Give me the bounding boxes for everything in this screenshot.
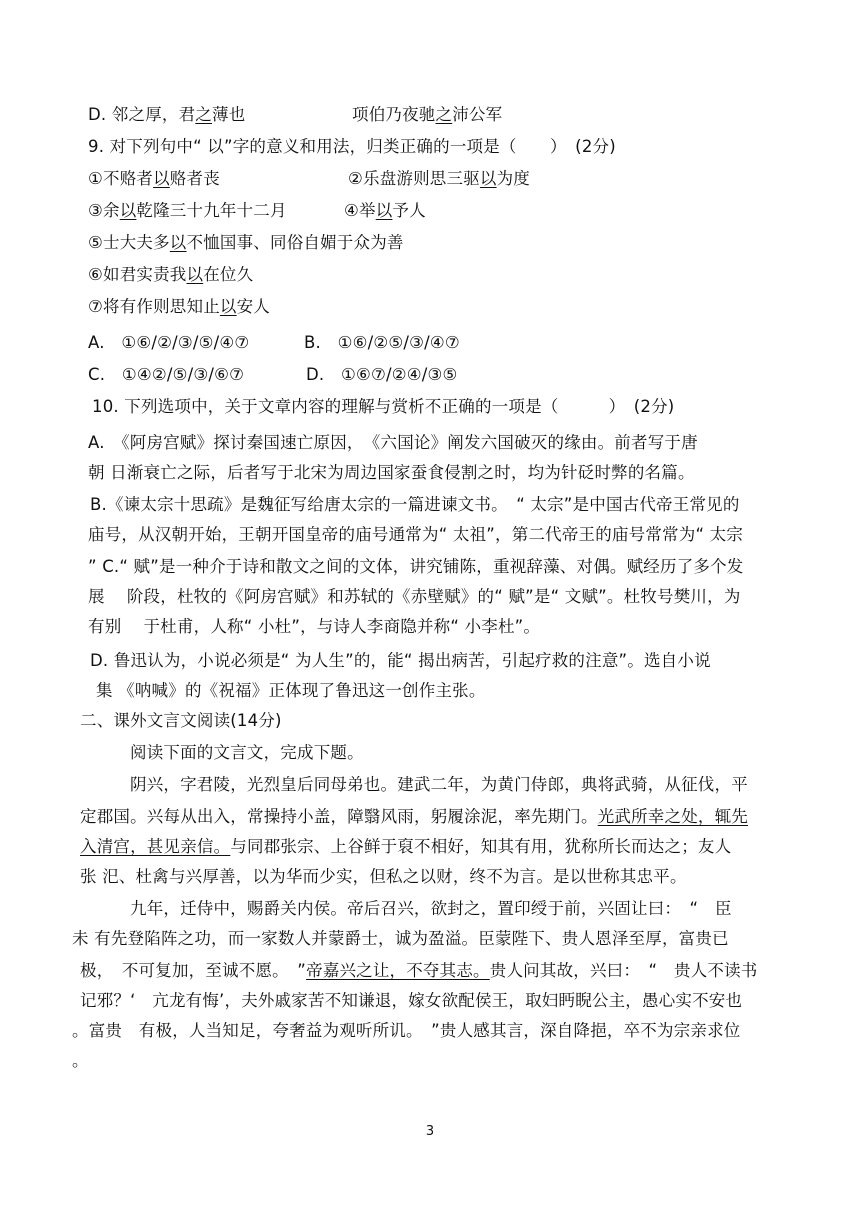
q10-stem: 10. 下列选项中，关于文章内容的理解与赏析不正确的一项是（ ） (2分) [92, 397, 675, 416]
q10-line: ” C.“ 赋”是一种介于诗和散文之间的文体，讲究铺陈，重视辞藻、对偶。赋经历了多个发 [88, 557, 744, 576]
passage-line: 阴兴，字君陵，光烈皇后同母弟也。建武二年，为黄门侍郎，典将武骑，从征伐，平 [130, 775, 748, 794]
passage-line: 极， 不可复加，至诚不愿。 ”帝嘉兴之让，不夺其志。贵人问其故，兴曰： “ 贵人不读书 [80, 961, 758, 980]
q9-item-1: ①不赂者以赂者丧 [88, 169, 220, 188]
passage-line: 定郡国。兴每从出入，常操持小盖，障翳风雨，躬履涂泥，率先期门。光武所幸之处，辄先 [80, 807, 749, 826]
q9-option-a: A. ①⑥/②/③/⑤/④⑦ [88, 333, 250, 352]
page-number: 3 [425, 1124, 435, 1139]
q8-option-d-left: D. 邻之厚，君之薄也 [88, 105, 246, 124]
q10-line: A. 《阿房宫赋》探讨秦国速亡原因， 《六国论》阐发六国破灭的缘由。前者写于唐 [88, 433, 698, 452]
q10-line: 庙号，从汉朝开始，王朝开国皇帝的庙号通常为“ 太祖”，第二代帝王的庙号常常为“ 太宗 [88, 525, 744, 544]
q9-stem: 9. 对下列句中“ 以”字的意义和用法，归类正确的一项是（ ） (2分) [88, 137, 616, 156]
q10-line: 朝 日渐衰亡之际，后者写于北宋为周边国家蚕食侵割之时，均为针砭时弊的名篇。 [88, 463, 695, 482]
passage-line: 张 汜、杜禽与兴厚善，以为华而少实，但私之以财，终不为言。是以世称其忠平。 [80, 867, 687, 886]
passage-line: 九年，迁侍中，赐爵关内侯。帝后召兴，欲封之，置印绶于前，兴固让曰： “ 臣 [130, 899, 732, 918]
q8-option-d-right: 项伯乃夜驰之沛公军 [352, 105, 503, 124]
q9-item-7: ⑦将有作则思知止以安人 [88, 297, 271, 316]
q9-option-d: D. ①⑥⑦/②④/③⑤ [306, 365, 458, 384]
q10-line: D. 鲁迅认为，小说必须是“ 为人生”的，能“ 揭出病苦，引起疗救的注意”。选自小说 [90, 651, 711, 670]
passage-line: 入清宫，甚见亲信。与同郡张宗、上谷鲜于裒不相好，知其有用，犹称所长而达之；友人 [80, 837, 732, 856]
q10-line: 展 阶段，杜牧的《阿房宫赋》和苏轼的《赤壁赋》的“ 赋”是“ 文赋”。杜牧号樊川，为 [88, 587, 741, 606]
q9-option-c: C. ①④②/⑤/③/⑥⑦ [88, 365, 245, 384]
q9-item-3: ③余以乾隆三十九年十二月 [88, 201, 287, 220]
q9-item-2: ②乐盘游则思三驱以为度 [348, 169, 531, 188]
section-instruction: 阅读下面的文言文，完成下题。 [130, 743, 364, 762]
q9-option-b: B. ①⑥/②⑤/③/④⑦ [304, 333, 460, 352]
q10-line: B.《谏太宗十思疏》是魏征写给唐太宗的一篇进谏文书。 “ 太宗”是中国古代帝王常见的 [90, 495, 740, 514]
q10-line: 集 《呐喊》的《祝福》正体现了鲁迅这一创作主张。 [96, 681, 486, 700]
passage-line: 。 [72, 1051, 89, 1070]
q9-item-6: ⑥如君实责我以在位久 [88, 265, 254, 284]
passage-line: 。富贵 有极，人当知足，夸奢益为观听所讥。 ”贵人感其言，深自降挹，卒不为宗亲求位 [72, 1021, 741, 1040]
q9-item-5: ⑤士大夫多以不恤国事、同俗自媚于众为善 [88, 233, 404, 252]
section-heading: 二、课外文言文阅读(14分) [80, 711, 282, 730]
q10-line: 有别 于杜甫，人称“ 小杜”，与诗人李商隐并称“ 小李杜”。 [88, 617, 541, 636]
passage-line: 未 有先登陷阵之功，而一家数人并蒙爵士，诚为盈溢。臣蒙陛下、贵人恩泽至厚，富贵已 [72, 929, 729, 948]
passage-line: 记邪？‘ 亢龙有悔’，夫外戚家苦不知谦退，嫁女欲配侯王，取妇眄睨公主，愚心实不安也 [80, 991, 743, 1010]
q9-item-4: ④举以予人 [344, 201, 426, 220]
